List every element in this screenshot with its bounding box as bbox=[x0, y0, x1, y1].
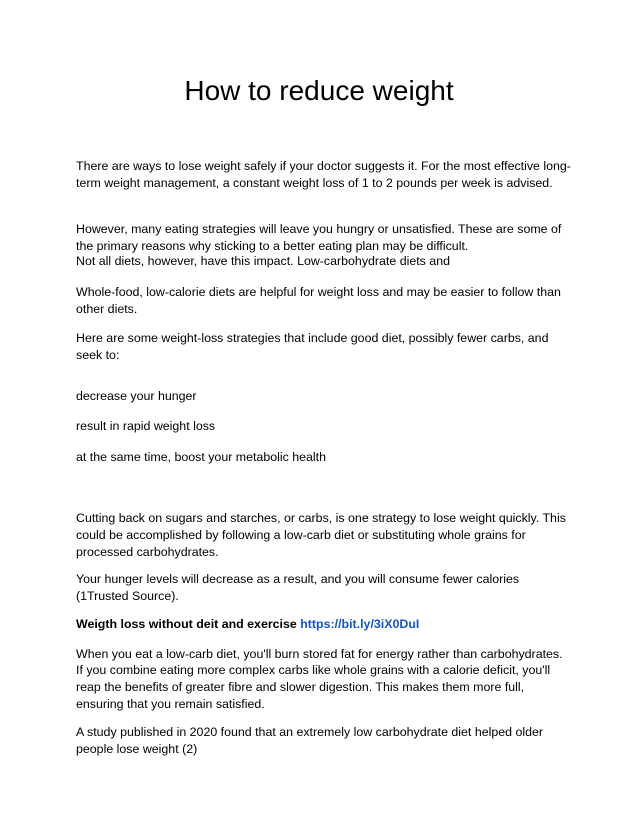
promo-link[interactable]: https://bit.ly/3iX0DuI bbox=[300, 617, 420, 631]
paragraph-whole-food: Whole-food, low-calorie diets are helpful for weight loss and may be easier to follow than other diets. bbox=[76, 285, 561, 316]
paragraph-strategies-intro: Here are some weight-loss strategies that include good diet, possibly fewer carbs, and seek to: bbox=[76, 331, 549, 362]
paragraph-low-carb-fat: When you eat a low-carb diet, you'll burn stored fat for energy rather than carbohydrates. bbox=[76, 647, 563, 661]
document-title: How to reduce weight bbox=[184, 75, 454, 106]
promo-line bbox=[76, 616, 572, 633]
list-item: result in rapid weight loss bbox=[76, 419, 216, 433]
paragraph-hunger-levels: Your hunger levels will decrease as a result, and you will consume fewer calories (1Trusted Source). bbox=[76, 572, 520, 603]
paragraph-complex-carbs: If you combine eating more complex carbs like whole grains with a calorie deficit, you'll reap the benefits of greater fibre and slower digestion. This makes them more full, ensuring that you remain satisfied. bbox=[76, 663, 551, 711]
paragraph-cutting-carbs: Cutting back on sugars and starches, or carbs, is one strategy to lose weight quickly. This could be accomplished by following a low-carb diet or substituting whole grains for processed carbohydrates. bbox=[76, 511, 566, 559]
promo-text: Weigth loss without deit and exercise bbox=[76, 617, 301, 631]
paragraph-not-all-diets: Not all diets, however, have this impact. Low-carbohydrate diets and bbox=[76, 254, 450, 268]
paragraph-intro: There are ways to lose weight safely if your doctor suggests it. For the most effective long-term weight management, a constant weight loss of 1 to 2 pounds per week is advised. bbox=[76, 159, 571, 190]
list-item: decrease your hunger bbox=[76, 389, 197, 403]
paragraph-eating-strategies: However, many eating strategies will leave you hungry or unsatisfied. These are some of the primary reasons why sticking to a better eating plan may be difficult. bbox=[76, 222, 562, 253]
paragraph-study-2020: A study published in 2020 found that an extremely low carbohydrate diet helped older people lose weight (2) bbox=[76, 725, 544, 756]
list-item: at the same time, boost your metabolic health bbox=[76, 450, 327, 464]
